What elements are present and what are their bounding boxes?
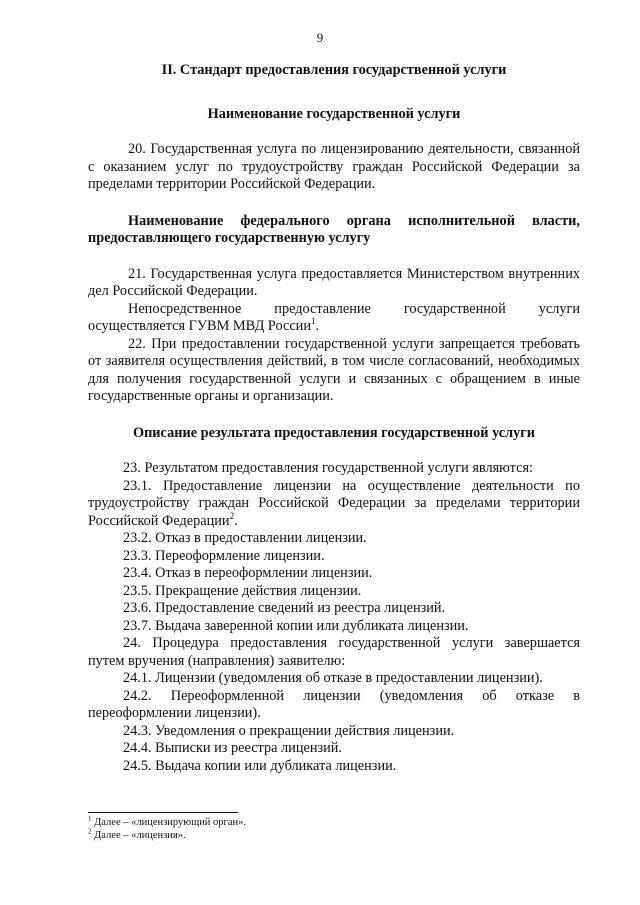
paragraph-21b: Непосредственное предоставление государственной услуги осуществляется ГУВМ МВД России$^1$. <box>88 300 580 334</box>
paragraph-23-3: 23.3. Переоформление лицензии. <box>123 547 325 564</box>
paragraph-23-2: 23.2. Отказ в предоставлении лицензии. <box>123 530 367 546</box>
document-body <box>88 58 580 775</box>
paragraph-24-3: 24.3. Уведомления о прекращении действия лицензии. <box>123 722 455 739</box>
paragraph-23-5: 23.5. Прекращение действия лицензии. <box>123 582 362 599</box>
paragraph-23-7: 23.7. Выдача заверенной копии или дубликата лицензии. <box>123 617 469 634</box>
paragraph-24-1: 24.1. Лицензии (уведомления об отказе в предоставлении лицензии). <box>123 670 543 686</box>
footnote-2-mark: 2 <box>88 827 92 836</box>
footnote-2-text: Далее – «лицензия». <box>94 830 186 841</box>
paragraph-23-1-text: 23.1. Предоставление лицензии на осуществление деятельности по трудоустройству граждан Российской Федерации за пределами территории Российской Федерации <box>88 477 580 529</box>
footnote-mark-2: 2 <box>229 510 235 521</box>
paragraph-24-5: 24.5. Выдача копии или дубликата лицензии. <box>123 757 397 774</box>
footnote-1 <box>88 814 246 829</box>
heading-service-name: Наименование государственной услуги <box>207 105 461 122</box>
paragraph-24: 24. Процедура предоставления государственной услуги завершается путем вручения (направления) заявителю: <box>88 635 580 669</box>
heading-federal-organ: Наименование федерального органа исполнительной власти, предоставляющего государственную услугу <box>88 212 580 246</box>
paragraph-21: 21. Государственная услуга предоставляется Министерством внутренних дел Российской Федерации. <box>88 265 580 299</box>
footnote-mark-1: 1 <box>310 316 316 327</box>
paragraph-23-4: 23.4. Отказ в переоформлении лицензии. <box>123 565 373 581</box>
footnote-2 <box>88 827 186 842</box>
paragraph-24-2: 24.2. Переоформленной лицензии (уведомления об отказе в переоформлении лицензии). <box>88 687 580 721</box>
paragraph-24-4: 24.4. Выписки из реестра лицензий. <box>123 740 342 756</box>
paragraph-22: 22. При предоставлении государственной услуги запрещается требовать от заявителя осуществления действий, в том числе согласований, необходимых для получения государственной услуги и связанных с обращением в иные государственные органы и организации. <box>88 335 580 404</box>
footnote-1-text: Далее – «лицензирующий орган». <box>94 817 246 828</box>
footnote-divider <box>88 812 238 813</box>
page-number: 9 <box>316 30 324 45</box>
paragraph-23: 23. Результатом предоставления государственной услуги являются: <box>123 460 533 476</box>
section-title: II. Стандарт предоставления государственной услуги <box>161 62 507 78</box>
paragraph-21b-text: Непосредственное предоставление государственной услуги осуществляется ГУВМ МВД России <box>88 300 580 334</box>
paragraph-23-6: 23.6. Предоставление сведений из реестра лицензий. <box>123 600 446 616</box>
paragraph-23-1: 23.1. Предоставление лицензии на осуществление деятельности по трудоустройству граждан Российской Федерации за пределами территории Российской Федерации$^2$. <box>88 477 580 529</box>
heading-result: Описание результата предоставления государственной услуги <box>132 424 536 441</box>
paragraph-20: 20. Государственная услуга по лицензированию деятельности, связанной с оказанием услуг по трудоустройству граждан Российской Федерации за пределами территории Российской Федерации. <box>88 141 580 192</box>
footnote-1-mark: 1 <box>88 814 92 823</box>
